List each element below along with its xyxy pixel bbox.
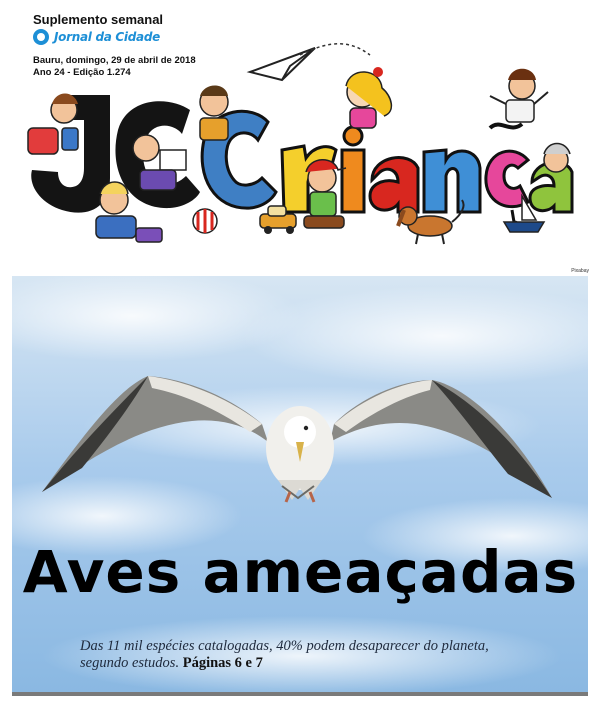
grandma-icon <box>544 144 570 173</box>
child-climbing-icon <box>200 86 228 141</box>
seagull-photo <box>12 276 588 694</box>
supplement-label: Suplemento semanal <box>33 12 164 27</box>
ball-icon <box>193 209 217 233</box>
child-right-icon <box>490 69 548 122</box>
pages-reference[interactable]: Páginas 6 e 7 <box>182 655 263 671</box>
cover-headline: Aves ameaçadas <box>22 538 579 606</box>
paper-plane-icon <box>250 44 370 80</box>
child-red-cap-icon <box>304 160 346 228</box>
bottom-rule <box>12 692 588 696</box>
brand-name: Jornal da Cidade <box>54 30 160 44</box>
jc-crianca-logo <box>0 0 601 270</box>
child-left-icon <box>28 94 78 155</box>
date-text: Bauru, domingo, 29 de abril de 2018 <box>33 55 196 66</box>
cover-deck <box>80 638 520 672</box>
masthead <box>0 0 601 270</box>
cover-photo <box>12 276 588 694</box>
photo-credit: Pixabay <box>571 268 589 274</box>
girl-yellow-hair-icon <box>346 67 391 128</box>
edition-text: Ano 24 - Edição 1.274 <box>33 67 131 78</box>
deck-text: Das 11 mil espécies catalogadas, 40% podem desaparecer do planeta, segundo estudos. <box>80 638 489 671</box>
